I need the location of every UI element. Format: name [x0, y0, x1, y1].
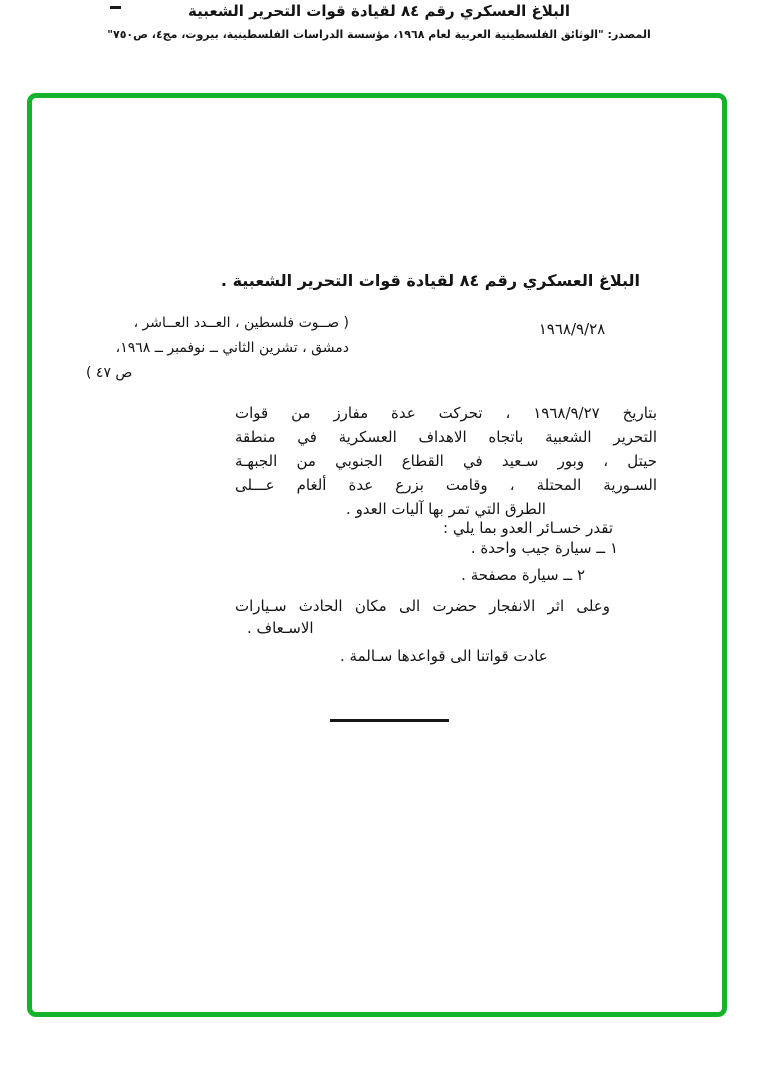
communique-date: ١٩٦٨/٩/٢٨ — [538, 320, 606, 338]
closing-paragraph-line: وعلى اثر الانفجار حضرت الى مكان الحادث سـيارات — [235, 597, 610, 615]
body-paragraph — [235, 401, 657, 521]
body-line: السـورية المحتلة ، وقامت بزرع عدة ألغام عـــلى — [235, 476, 657, 494]
body-line: التحرير الشعبية باتجاه الاهداف العسكرية في منطقة — [235, 428, 657, 446]
body-line: بتاريخ ١٩٦٨/٩/٢٧ ، تحركت عدة مفارز من قوات — [235, 404, 657, 422]
citation-line: ( صــوت فلسطين ، العــدد العــاشر ، — [133, 315, 349, 331]
source-citation-line: المصدر: "الوثائق الفلسطينية العربية لعام ١٩٦٨، مؤسسة الدراسات الفلسطينية، بيروت، مج٤، ص٧٥٠" — [107, 28, 651, 41]
loss-item-1: ١ ــ سيارة جيب واحدة . — [470, 539, 618, 557]
body-line: الطرق التي تمر بها آليات العدو . — [346, 500, 546, 518]
return-to-base-line: عادت قواتنا الى قواعدها سـالمة . — [340, 647, 548, 665]
separator-rule — [330, 719, 449, 722]
citation-block — [86, 311, 349, 386]
citation-line: ص ٤٧ ) — [86, 365, 133, 381]
communique-title: البلاغ العسكري رقم ٨٤ لقيادة قوات التحرير الشعبية . — [220, 271, 640, 290]
loss-item-2: ٢ ــ سيارة مصفحة . — [461, 566, 585, 584]
body-line: حيتل ، وبور سـعيد في القطاع الجنوبي من الجبهـة — [235, 452, 657, 470]
closing-paragraph-line: الاسـعاف . — [247, 619, 314, 637]
page-title: البلاغ العسكري رقم ٨٤ لقيادة قوات التحرير الشعبية — [188, 2, 570, 20]
citation-line: دمشق ، تشرين الثاني ــ نوفمبر ــ ١٩٦٨، — [115, 340, 349, 356]
losses-intro-line: تقدر خسـائر العدو بما يلي : — [443, 519, 613, 537]
